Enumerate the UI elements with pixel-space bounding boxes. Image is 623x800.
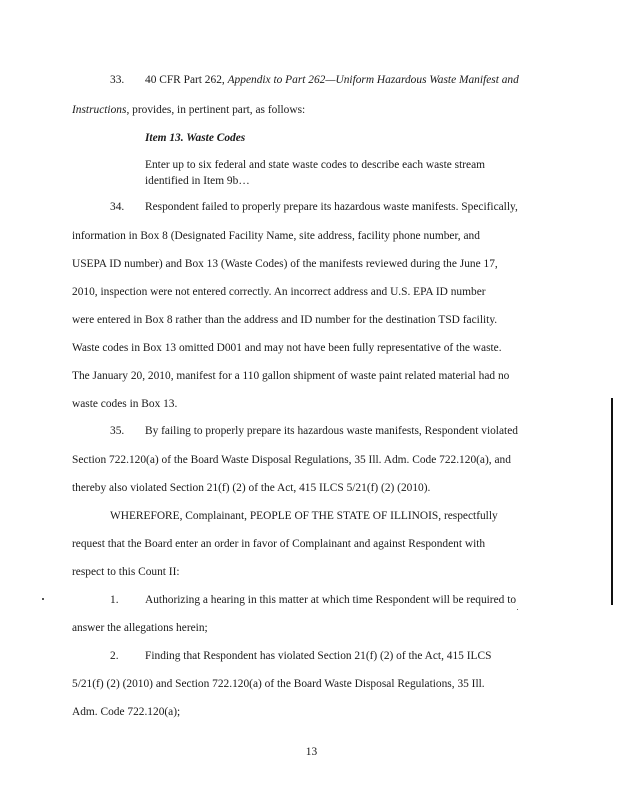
paragraph-34-line: Waste codes in Box 13 omitted D001 and may not have been fully representative of the waste. — [72, 342, 502, 354]
paragraph-33-title-cont: Instructions — [72, 104, 127, 116]
paragraph-33-title: Appendix to Part 262—Uniform Hazardous Waste Manifest and — [227, 74, 519, 86]
paragraph-33-lead: 40 CFR Part 262, — [145, 74, 228, 86]
wherefore-line: request that the Board enter an order in favor of Complainant and against Respondent with — [72, 538, 486, 550]
paragraph-33-tail: , provides, in pertinent part, as follows: — [126, 104, 306, 116]
item-2-line: Finding that Respondent has violated Section 21(f) (2) of the Act, 415 ILCS — [145, 650, 492, 662]
wherefore-line: WHEREFORE, Complainant, PEOPLE OF THE STATE OF ILLINOIS, respectfully — [110, 510, 498, 522]
item-1-line: Authorizing a hearing in this matter at which time Respondent will be required to — [145, 594, 517, 606]
paragraph-34-line: were entered in Box 8 rather than the address and ID number for the destination TSD facility. — [72, 314, 498, 326]
paragraph-34-number: 34. — [110, 201, 125, 213]
quote-heading: Item 13. Waste Codes — [145, 132, 246, 144]
paragraph-33-line-2 — [72, 103, 305, 117]
paragraph-35-line: thereby also violated Section 21(f) (2) of the Act, 415 ILCS 5/21(f) (2) (2010). — [72, 482, 431, 494]
paragraph-34-line: information in Box 8 (Designated Facility Name, site address, facility phone number, and — [72, 230, 480, 242]
paragraph-34-line: The January 20, 2010, manifest for a 110 gallon shipment of waste paint related material had no — [72, 370, 510, 382]
item-1-number: 1. — [110, 594, 119, 606]
paragraph-33-line-1 — [145, 73, 519, 87]
paragraph-34-line: 2010, inspection were not entered correctly. An incorrect address and U.S. EPA ID number — [72, 286, 486, 298]
paragraph-34-line: USEPA ID number) and Box 13 (Waste Codes) of the manifests reviewed during the June 17, — [72, 258, 498, 270]
paragraph-34-line: waste codes in Box 13. — [72, 398, 178, 410]
wherefore-line: respect to this Count II: — [72, 566, 180, 578]
paragraph-35-line: By failing to properly prepare its hazardous waste manifests, Respondent violated — [145, 425, 518, 437]
item-1-line: answer the allegations herein; — [72, 622, 208, 634]
paragraph-34-line: Respondent failed to properly prepare its hazardous waste manifests. Specifically, — [145, 201, 518, 213]
quote-line-1: Enter up to six federal and state waste codes to describe each waste stream — [145, 159, 486, 171]
paragraph-33-number: 33. — [110, 74, 125, 86]
quote-line-2: identified in Item 9b… — [145, 175, 250, 187]
paragraph-35-line: Section 722.120(a) of the Board Waste Disposal Regulations, 35 Ill. Adm. Code 722.120(a), and — [72, 454, 511, 466]
paragraph-35-number: 35. — [110, 425, 125, 437]
item-2-number: 2. — [110, 650, 119, 662]
scan-speck — [517, 609, 518, 610]
item-2-line: Adm. Code 722.120(a); — [72, 706, 181, 718]
page-number: 13 — [305, 746, 318, 758]
margin-scan-line — [611, 398, 613, 605]
scan-speck — [42, 598, 44, 600]
item-2-line: 5/21(f) (2) (2010) and Section 722.120(a) of the Board Waste Disposal Regulations, 35 Ill. — [72, 678, 485, 690]
